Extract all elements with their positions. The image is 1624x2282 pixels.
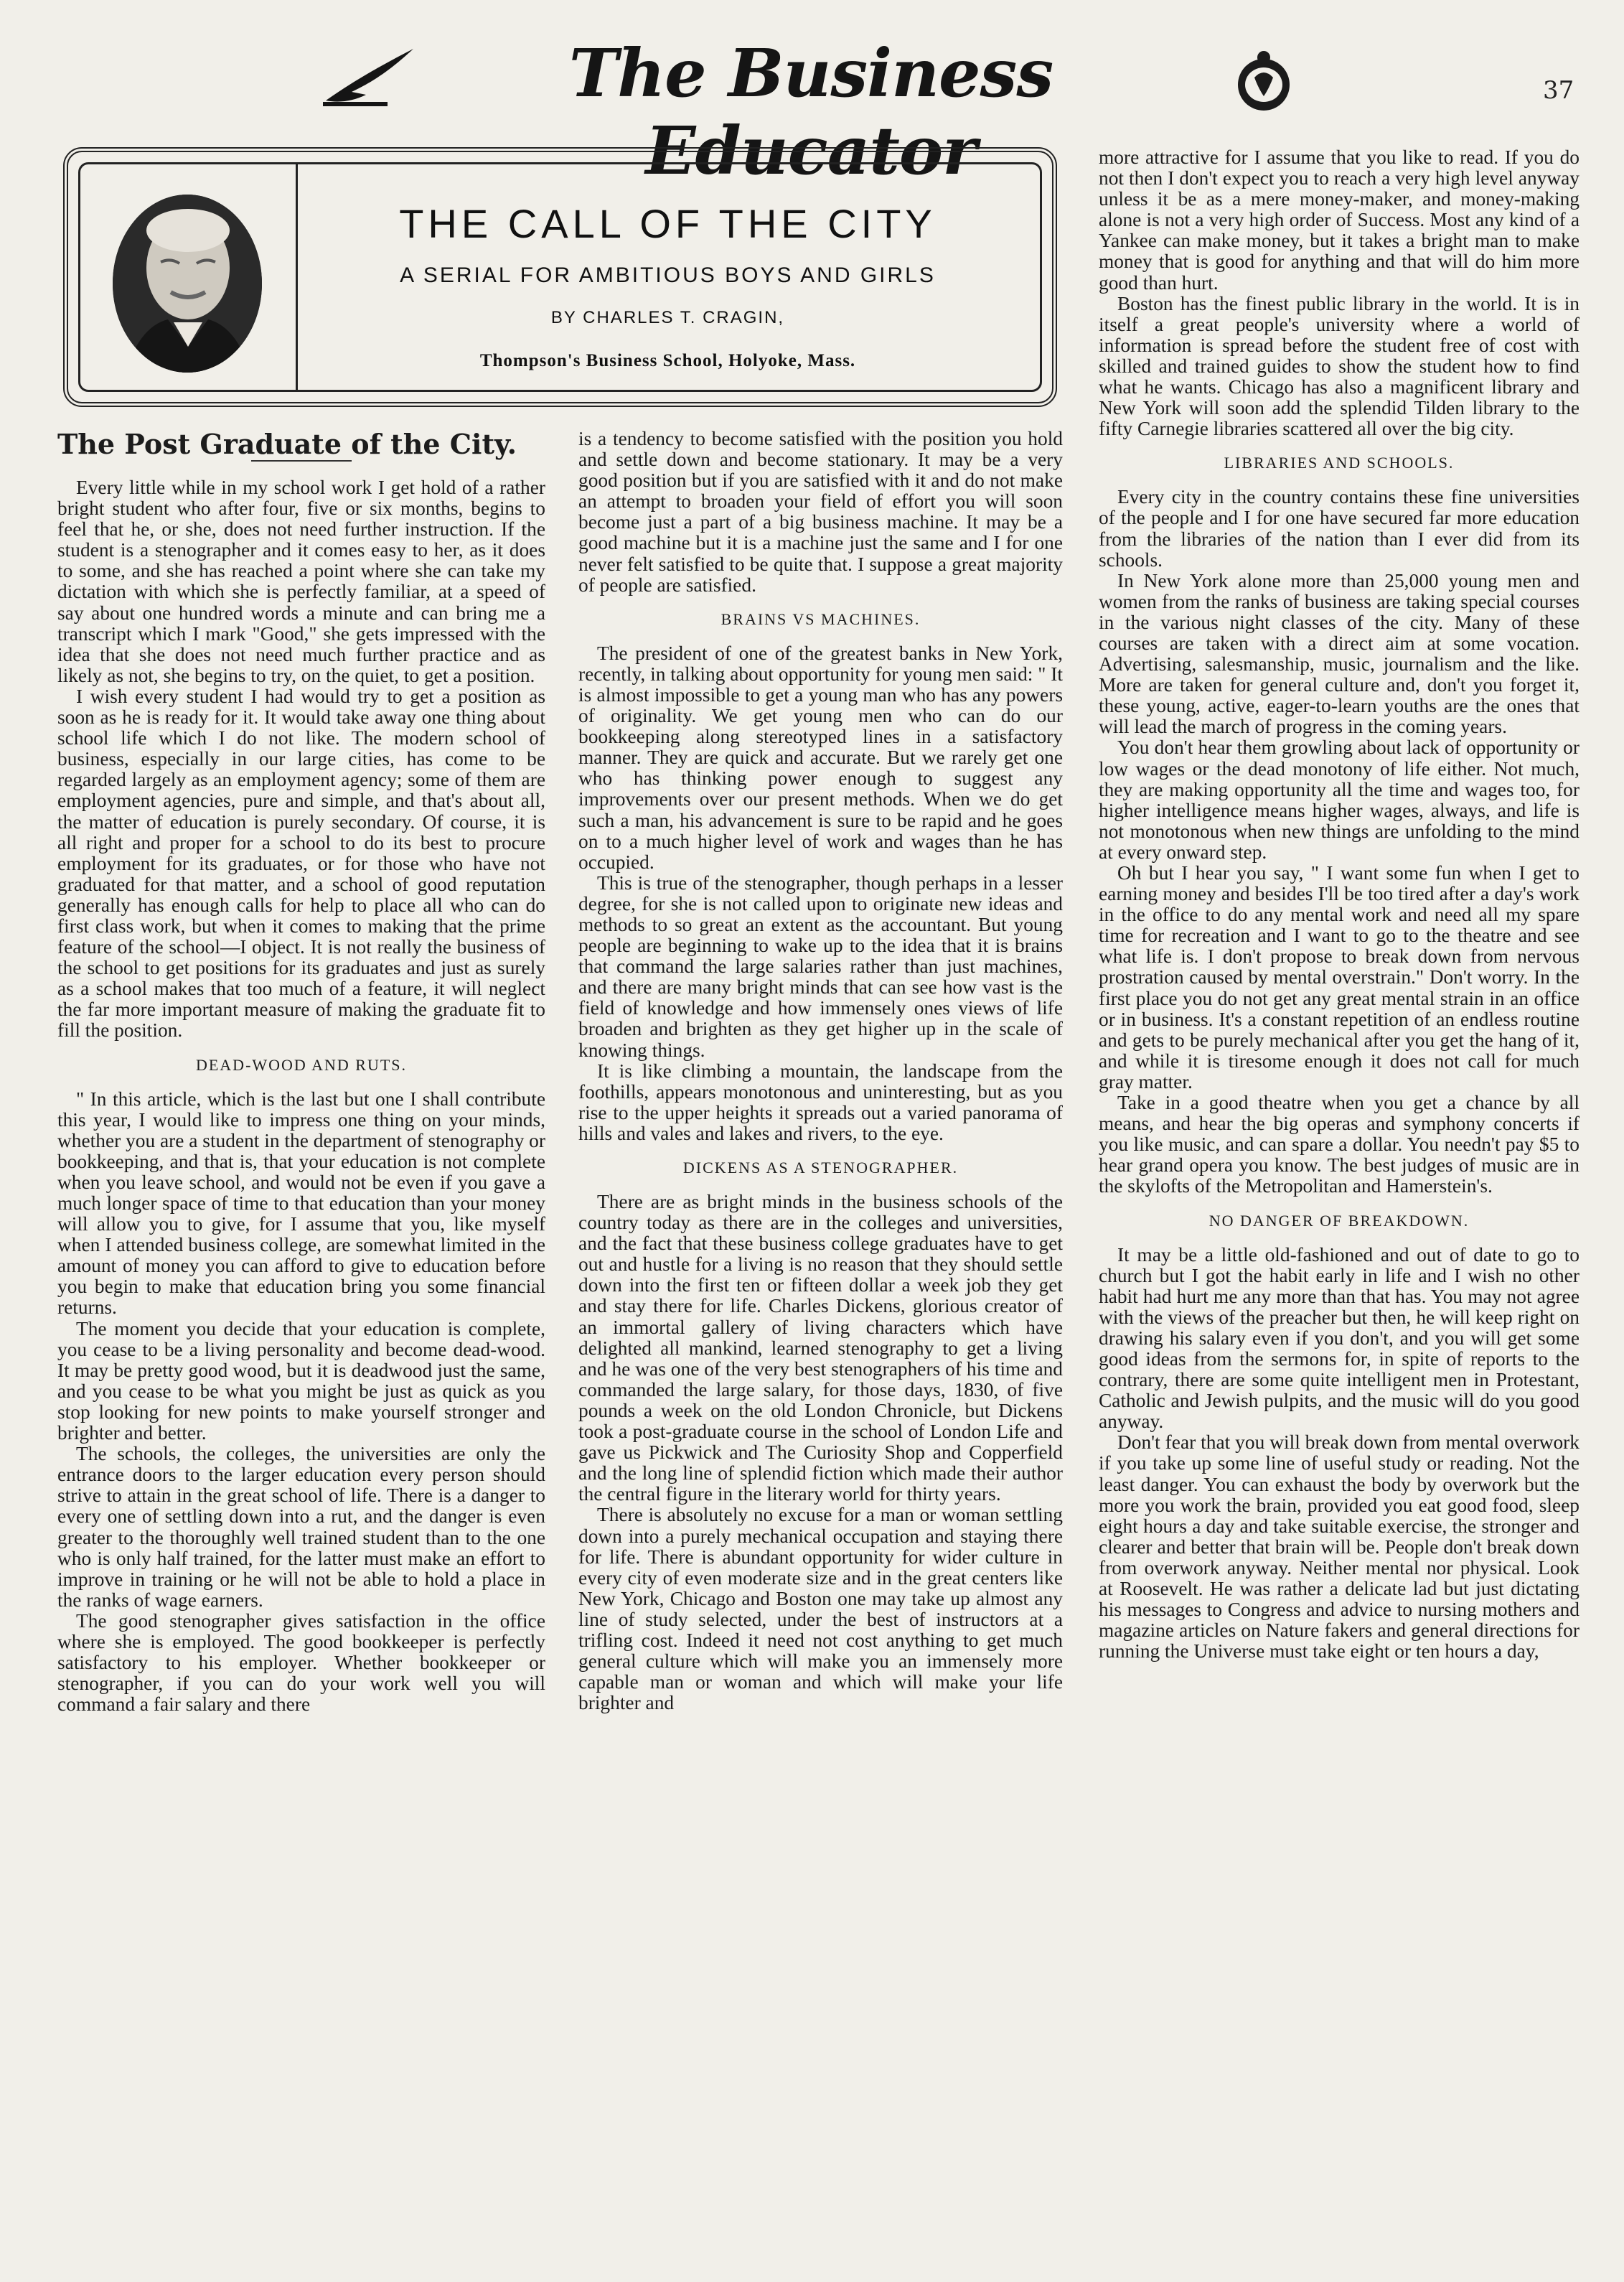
paragraph: Take in a good theatre when you get a chance by all means, and hear the big operas and symphony concerts if you like music, and can spare a dollar. You needn't pay $5 to hear grand opera you know. The best judges of music are in the skylofts of the Metropolitan and Hamerstein's. <box>1099 1092 1580 1197</box>
title-cell <box>296 164 1040 390</box>
series-author: BY CHARLES T. CRAGIN, <box>550 308 785 327</box>
spacer <box>578 1177 1063 1192</box>
section-title: The Post Graduate of the City. <box>57 428 517 460</box>
serial-header-box <box>63 147 1057 407</box>
series-title: THE CALL OF THE CITY <box>399 201 937 246</box>
masthead <box>0 22 1624 190</box>
paragraph: The president of one of the greatest banks in New York, recently, in talking about opportunity for young men said: " It is almost impossible to get a young man who has any powers of originality. We get young men who can do our bookkeeping along stereotyped lines in a satisfactory manner. They are quick and accurate. But we rarely get one who has thinking power enough to suggest any improvements over our present methods. When we do get such a man, his advancement is sure to be rapid and he goes on to a much higher level of work and wages than he has occupied. <box>578 642 1064 873</box>
paragraph: Don't fear that you will break down from mental overwork if you take up some line of useful study or reading. Not the least danger. You can exhaust the body by overwork but the more you work the brain, provided you eat good food, sleep eight hours a day and take suitable exercise, the stronger and clearer and better that brain will be. People don't break down from overwork anyway. Neither mental nor physical. Look at Roosevelt. He was rather a delicate lad but just dictating his messages to Congress and advice to nursing mothers and magazine articles on Nature fakers and general directions for running the Universe must take eight or ten hours a day, <box>1099 1431 1580 1663</box>
spacer <box>578 596 1063 610</box>
subheading-no-danger: NO DANGER OF BREAKDOWN. <box>1208 1211 1470 1230</box>
spacer <box>1099 1197 1580 1212</box>
author-portrait <box>111 193 264 374</box>
paragraph: more attractive for I assume that you like to read. If you do not then I don't expect you to reach a very high level anyway unless it be as a mere money-maker, and money-making alone is not a very high order of Success. Most any kind of a Yankee can make money, but it takes a bright man to make money that is good for anything and that will do him more good than hurt. <box>1099 146 1580 294</box>
paragraph: Oh but I hear you say, " I want some fun when I get to earning money and besides I'll be too tired after a day's work in the office to do any mental work and need all my spare time for recreation and I want to go to the theatre and see what life is. I don't propose to break down from nervous prostration caused by mental overstrain." Don't worry. In the first place you do not get any great mental strain in an office or in business. It's a constant repetition of an endless routine and gets to be purely mechanical after you get the hang of it, and while it is tiresome enough it does not call for much gray matter. <box>1099 862 1580 1093</box>
page-number: 37 <box>1543 76 1574 105</box>
paragraph: It may be a little old-fashioned and out of date to go to church but I got the habit early in life and I wish no other habit had hurt me any more than that has. You may not agree with the views of the preacher but then, he will keep right on drawing his salary even if you don't, and you will get some good ideas from the sermons for, in spite of reports to the contrary, there are some quite intelligent men in Protestant, Catholic and Jewish pulpits, and the music will do you good anyway. <box>1099 1243 1580 1433</box>
spacer <box>1099 439 1580 454</box>
paragraph: The moment you decide that your education is complete, you cease to be a living personality and become dead-wood. It may be pretty good wood, but it is deadwood just the same, and you cease to be what you might be just as quick as you stop looking for new points to make yourself stronger and brighter and better. <box>57 1317 545 1444</box>
subheading-dead-wood: DEAD-WOOD AND RUTS. <box>195 1055 408 1074</box>
spacer <box>578 629 1063 643</box>
article-column-2 <box>578 429 1063 1713</box>
series-school: Thompson's Business School, Holyoke, Mass. <box>479 351 856 370</box>
paragraph: " In this article, which is the last but one I shall contribute this year, I would like to impress one thing on your minds, whether you are a student in the department of stenography or bookkeeping, and that is, that your education is not complete when you leave school, and would not be even if you gave a much longer space of time to that education than your money will allow you to give, for I assume that you, like myself when I attended business college, are somewhat limited in the amount of money you can afford to give to education before you begin to make that education bring you some financial returns. <box>57 1088 545 1319</box>
title-rule <box>251 460 352 462</box>
article-column-1 <box>57 429 545 1715</box>
article-column-3 <box>1099 147 1580 1662</box>
spacer <box>57 1075 545 1089</box>
paragraph: There are as bright minds in the business schools of the country today as there are in the colleges and universities, and the fact that these business college graduates have to get out and hustle for a living is no reason that they should settle down into the first ten or fifteen dollar a week job they get and stay there for life. Charles Dickens, glorious creator of an immortal gallery of living characters which have delighted all mankind, learned stenography to get a living and he was one of the very best stenographers of his time and commanded the large salary, for those days, 1830, of five pounds a week on the old London Chronicle, but Dickens took a post-graduate course in the school of London Life and gave us Pickwick and The Curiosity Shop and Copperfield and the long line of splendid fiction which made their author the central figure in the literary world for thirty years. <box>578 1191 1063 1505</box>
subheading-brains-vs-machines: BRAINS VS MACHINES. <box>721 609 921 628</box>
paragraph: Every city in the country contains these fine universities of the people and I for one have secured far more education from the libraries of the nation than I ever did from its schools. <box>1099 486 1580 571</box>
series-subtitle: A SERIAL FOR AMBITIOUS BOYS AND GIRLS <box>400 263 936 287</box>
paragraph: There is absolutely no excuse for a man or woman settling down into a purely mechanical occupation and staying there for life. There is abundant opportunity for wider culture in every city of even moderate size and in the great centers like New York, Chicago and Boston one may take up almost any line of study selected, under the best of instructors at a trifling cost. Indeed it need not cost anything to get much general culture which will make you an immensely more capable man or woman and which will make your life brighter and <box>578 1504 1063 1714</box>
subheading-libraries: LIBRARIES AND SCHOOLS. <box>1224 454 1455 472</box>
spacer <box>578 1144 1063 1159</box>
paragraph: I wish every student I had would try to get a position as soon as he is ready for it. It would take away one thing about school life which I do not like. The modern school of business, especially in our large cities, has come to be regarded largely as an employment agency; some of them are employment agencies, pure and simple, and that's about all, the matter of education is purely secondary. Of course, it is all right and proper for a school to do its best to procure employment for its graduates, or for those who have not graduated for that matter, and a school of good reputation generally has enough calls for help to place all who can do first class work, but when it comes to making that the prime feature of the school—I object. It is not really the business of the school to get positions for its graduates and just as surely as a school makes that too much of a feature, it will neglect the far more important measure of making the graduate fit to fill the position. <box>57 685 545 1042</box>
paragraph: This is true of the stenographer, though perhaps in a lesser degree, for she is not called upon to originate new ideas and methods to so great an extent as the accountant. But young people are beginning to wake up to the idea that it is brains that command the large salaries rather than just machines, and there are many bright minds that can see how vast is the field of knowledge and how immensely ones views of life broaden and brighten as they get higher up in the scale of knowing things. <box>578 871 1063 1061</box>
masthead-title: The Business Educator <box>568 34 1053 190</box>
paragraph: The good stenographer gives satisfaction in the office where she is employed. The good bookkeeper is perfectly satisfactory to his employer. Whether bookkeeper or stenographer, if you can do your work well you will command a fair salary and there <box>57 1609 545 1716</box>
subheading-dickens: DICKENS AS A STENOGRAPHER. <box>682 1159 959 1177</box>
paragraph: The schools, the colleges, the universities are only the entrance doors to the larger education every person should strive to attain in the great school of life. There is a danger to every one of settling down into a rut, and the danger is even greater to the thoroughly well trained student than to the one who is only half trained, for the latter must make an effort to improve in training or he will not be able to hold a place in the ranks of wage earners. <box>57 1443 545 1611</box>
paragraph: Every little while in my school work I get hold of a rather bright student who after four, five or six months, begins to feel that he, or she, does not need further instruction. If the student is a stenographer and it comes easy to her, as it does to some, and she has reached a point where she can take my dictation with which she is perfectly familiar, at a speed of say about one hundred words a minute and can bring me a transcript which I mark "Good," she gets impressed with the idea that she does not need much further practice and as likely as not, she begins to try, on the quiet, to get a position. <box>57 477 545 686</box>
paragraph: Boston has the finest public library in the world. It is in itself a great people's university where a world of information is spread before the student free of cost with skilled and trained guides to show the student how to find what he wants. Chicago has also a magnificent library and New York will soon add the splendid Tilden library to the fifty Carnegie libraries scattered all over the big city. <box>1099 292 1580 440</box>
paragraph: You don't hear them growling about lack of opportunity or low wages or the dead monotony of life either. Not much, they are making opportunity all the time and wages too, for higher intelligence means higher wages, always, and life is not monotonous when new things are unfolding to the mind at every onward step. <box>1099 736 1580 863</box>
portrait-cell <box>80 164 298 390</box>
paragraph: is a tendency to become satisfied with the position you hold and settle down and become stationary. It may be a very good position but if you are satisfied with it and do not make an attempt to broaden your field of effort you will soon become just a part of a big business machine. It may be a good machine but it is a machine just the same and I for one never felt satisfied to be quite that. I suppose a great majority of people are satisfied. <box>578 428 1063 596</box>
quill-icon <box>323 45 416 109</box>
spacer <box>57 1042 545 1056</box>
serial-header-inner <box>78 162 1042 392</box>
eagle-seal-icon <box>1233 49 1295 115</box>
spacer <box>1099 1230 1580 1245</box>
paragraph: It is like climbing a mountain, the landscape from the foothills, appears monotonous and uninteresting, but as you rise to the upper heights it spreads out a varied panorama of hills and vales and lakes and rivers, to the eye. <box>578 1060 1063 1144</box>
paragraph: In New York alone more than 25,000 young men and women from the ranks of business are taking special courses in the various night classes of the city. Many of these courses are taken with a direct aim at some vocation. Advertising, salesmanship, music, journalism and the like. More are taken for general culture and, don't you forget it, these young, active, eager-to-learn youths are the ones that will lead the march of progress in the coming years. <box>1099 569 1580 738</box>
spacer <box>1099 472 1580 487</box>
